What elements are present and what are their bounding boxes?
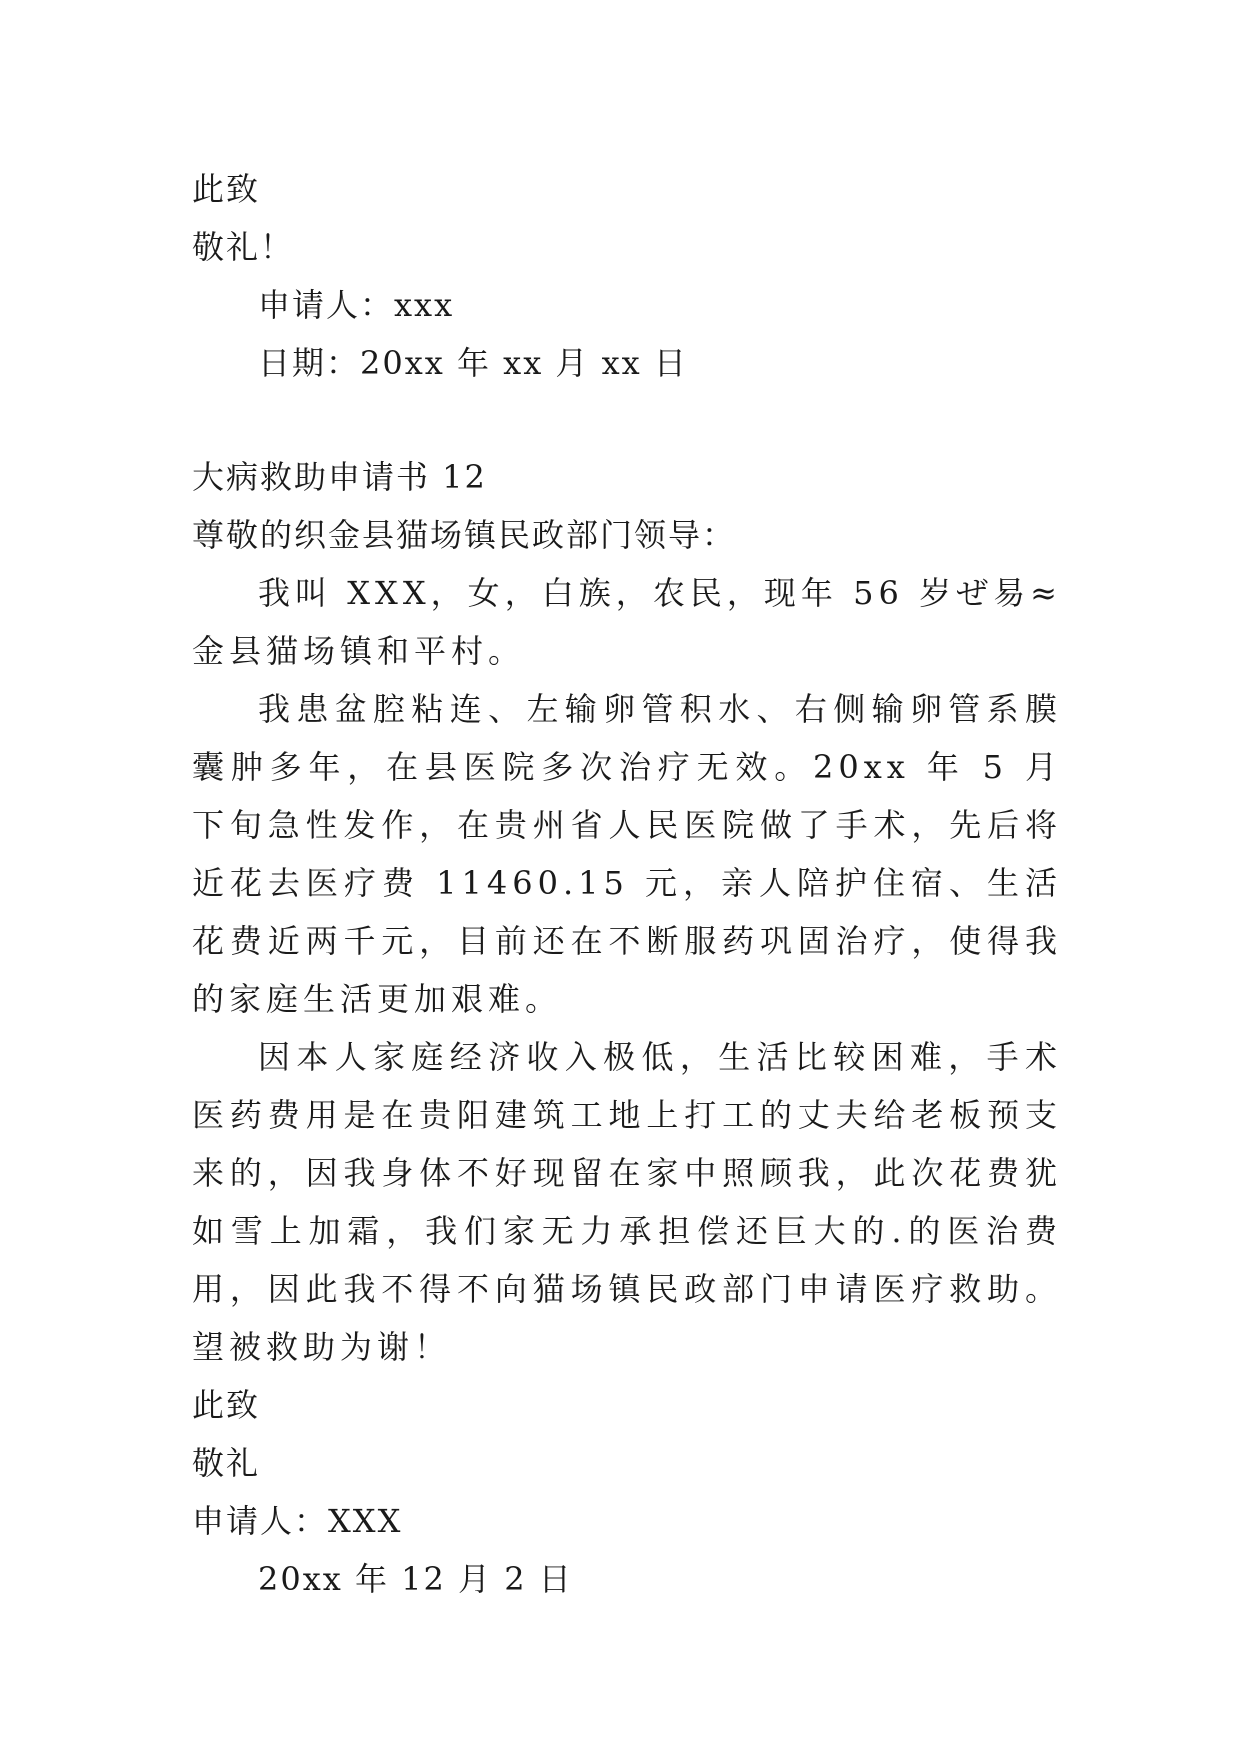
document-body (192, 160, 1062, 1608)
letter-applicant: 申请人：XXX (192, 1502, 403, 1540)
section-spacer (192, 392, 1062, 448)
closing-line-1: 此致 (192, 170, 261, 208)
date-line: 日期：20xx 年 xx 月 xx 日 (258, 344, 688, 382)
letter-paragraph-2: 我患盆腔粘连、左输卵管积水、右侧输卵管系膜囊肿多年，在县医院多次治疗无效。20xx 年 5 月下旬急性发作，在贵州省人民医院做了手术，先后将近花去医疗费 11460.15 元，亲人陪护住宿、生活花费近两千元，目前还在不断服药巩固治疗，使得我的家庭生活更加艰难。 (192, 690, 1062, 1018)
letter-paragraph-3: 因本人家庭经济收入极低，生活比较困难，手术医药费用是在贵阳建筑工地上打工的丈夫给老板预支来的，因我身体不好现留在家中照顾我，此次花费犹如雪上加霜，我们家无力承担偿还巨大的.的医治费用，因此我不得不向猫场镇民政部门申请医疗救助。望被救助为谢！ (192, 1038, 1062, 1366)
applicant-line: 申请人：xxx (258, 286, 455, 324)
letter-paragraph-1: 我叫 XXX，女，白族，农民，现年 56 岁ぜ易≈金县猫场镇和平村。 (192, 574, 1062, 670)
closing-line-2: 敬礼！ (192, 228, 295, 266)
letter-title: 大病救助申请书 12 (192, 458, 487, 496)
letter-closing-2: 敬礼 (192, 1444, 261, 1482)
letter-salutation: 尊敬的织金县猫场镇民政部门领导： (192, 516, 737, 554)
letter-closing-1: 此致 (192, 1386, 261, 1424)
letter-date: 20xx 年 12 月 2 日 (258, 1560, 573, 1598)
